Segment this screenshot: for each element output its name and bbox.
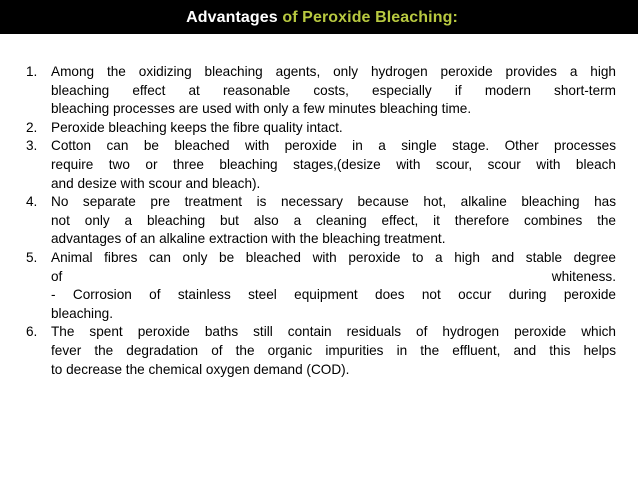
list-item-2 <box>26 119 616 138</box>
title-part-peroxide-bleaching: of Peroxide Bleaching: <box>282 8 458 26</box>
list-item-6 <box>26 323 616 379</box>
item-number: 4. <box>26 194 38 210</box>
item-line: Among the oxidizing bleaching agents, only hydrogen peroxide provides a high <box>51 64 616 79</box>
item-number: 2. <box>26 119 38 135</box>
title-bar <box>0 0 638 34</box>
list-item-3 <box>26 137 616 193</box>
item-line: Peroxide bleaching keeps the fibre quality intact. <box>51 119 343 135</box>
title-part-advantages: Advantages <box>186 8 283 26</box>
list-item-5 <box>26 249 616 323</box>
item-number: 6. <box>26 324 38 340</box>
list-item-4 <box>26 193 616 249</box>
item-number: 5. <box>26 249 38 265</box>
item-number: 3. <box>26 138 38 154</box>
item-line: not only a bleaching but also a cleaning effect, it therefore combines the <box>51 212 616 228</box>
slide-title <box>186 9 458 27</box>
item-line: to decrease the chemical oxygen demand (COD). <box>51 361 350 377</box>
item-line: require two or three bleaching stages,(desize with scour, scour with bleach <box>51 156 616 172</box>
item-line: and desize with scour and bleach). <box>51 175 261 191</box>
item-line: fever the degradation of the organic impurities in the effluent, and this helps <box>51 342 616 358</box>
list-item-1 <box>26 63 616 119</box>
item-line: Animal fibres can only be bleached with peroxide to a high and stable degree <box>51 249 616 265</box>
item-line: No separate pre treatment is necessary because hot, alkaline bleaching has <box>51 194 616 210</box>
item-line: bleaching effect at reasonable costs, especially if modern short-term <box>51 82 616 98</box>
item-line: advantages of an alkaline extraction with the bleaching treatment. <box>51 231 446 247</box>
item-line: The spent peroxide baths still contain residuals of hydrogen peroxide which <box>51 324 616 340</box>
item-line: Cotton can be bleached with peroxide in a single stage. Other processes <box>51 138 616 154</box>
item-line: of whiteness. <box>51 268 616 284</box>
slide-body <box>26 63 616 379</box>
item-sub-line: - Corrosion of stainless steel equipment does not occur during peroxide <box>51 287 616 303</box>
item-sub-line: bleaching. <box>51 305 113 321</box>
item-number: 1. <box>26 64 38 79</box>
advantages-list <box>26 63 616 379</box>
item-line: bleaching processes are used with only a few minutes bleaching time. <box>51 101 472 117</box>
